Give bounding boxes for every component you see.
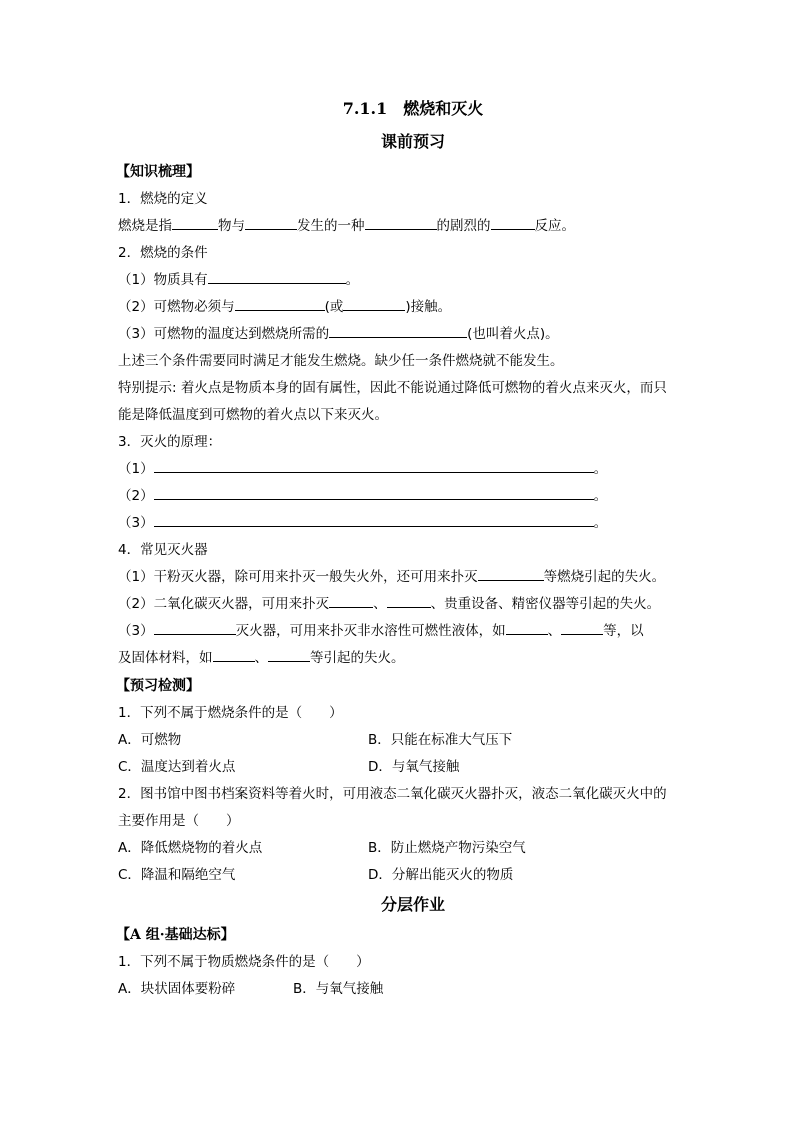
- q3-option-a[interactable]: A．块状固体要粉碎: [118, 981, 236, 997]
- text: (或: [324, 299, 344, 315]
- text: 、: [547, 623, 562, 639]
- text: （2）可燃物必须与: [118, 299, 235, 315]
- k4-extinguisher-3: [118, 618, 678, 645]
- blank[interactable]: [329, 322, 467, 338]
- k4-extinguisher-1: [118, 564, 678, 591]
- k4-heading: 4．常见灭火器: [118, 542, 208, 558]
- text: 。: [593, 461, 608, 477]
- q3-options-row1: [118, 976, 678, 1003]
- blank[interactable]: [235, 295, 325, 311]
- section-knowledge: 【知识梳理】: [116, 164, 200, 180]
- q1-stem: 1．下列不属于燃烧条件的是（ ）: [118, 705, 343, 721]
- blank[interactable]: [506, 619, 548, 635]
- text: (也叫着火点)。: [467, 326, 559, 342]
- page-title: 7.1.1 燃烧和灭火: [342, 99, 484, 118]
- k2-condition-3: [118, 321, 678, 348]
- blank[interactable]: [245, 214, 297, 230]
- section-group-a: 【A 组·基础达标】: [116, 927, 235, 943]
- text: （3）: [118, 515, 154, 531]
- q2-stem: 2．图书馆中图书档案资料等着火时，可用液态二氧化碳灭火器扑灭，液态二氧化碳灭火中的主要作用是（ ）: [118, 786, 667, 829]
- section-title-preview: 课前预习: [380, 132, 445, 151]
- blank[interactable]: [491, 214, 535, 230]
- text: 反应。: [534, 218, 575, 234]
- text: （2）二氧化碳灭火器，可用来扑灭: [118, 596, 330, 612]
- blank[interactable]: [329, 592, 373, 608]
- q3-stem: 1．下列不属于物质燃烧条件的是（ ）: [118, 954, 370, 970]
- k1-definition: [118, 213, 678, 240]
- blank[interactable]: [387, 592, 431, 608]
- text: 。: [593, 488, 608, 504]
- q1-options-row2: [118, 754, 678, 781]
- blank[interactable]: [154, 619, 236, 635]
- text: （1）干粉灭火器，除可用来扑灭一般失火外，还可用来扑灭: [118, 569, 478, 585]
- text: 灭火器，可用来扑灭非水溶性可燃性液体，如: [235, 623, 506, 639]
- section-title-homework: 分层作业: [380, 895, 445, 914]
- k2-condition-1: [118, 267, 678, 294]
- blank[interactable]: [172, 214, 218, 230]
- k2-condition-2: [118, 294, 678, 321]
- worksheet-page: [118, 92, 678, 1003]
- k3-heading: 3．灭火的原理：: [118, 434, 222, 450]
- k3-principle-2: [118, 483, 678, 510]
- q3-option-b[interactable]: B．与氧气接触: [293, 981, 384, 997]
- blank[interactable]: [154, 457, 594, 473]
- text: （3）可燃物的温度达到燃烧所需的: [118, 326, 330, 342]
- text: 等引起的失火。: [310, 650, 405, 666]
- q2-options-row1: [118, 835, 678, 862]
- section-preview-check: 【预习检测】: [116, 678, 200, 694]
- blank[interactable]: [268, 646, 310, 662]
- q2-option-c[interactable]: C．降温和隔绝空气: [118, 867, 236, 883]
- q2-option-b[interactable]: B．防止燃烧产物污染空气: [368, 840, 526, 856]
- text: 、: [254, 650, 268, 666]
- blank[interactable]: [365, 214, 437, 230]
- text: 及固体材料，如: [118, 650, 213, 666]
- q1-option-a[interactable]: A．可燃物: [118, 732, 182, 748]
- blank[interactable]: [561, 619, 603, 635]
- text: 等，以: [603, 623, 644, 639]
- text: （3）: [118, 623, 154, 639]
- k4-extinguisher-3-cont: [118, 645, 678, 672]
- q1-option-c[interactable]: C．温度达到着火点: [118, 759, 236, 775]
- blank[interactable]: [208, 268, 346, 284]
- q1-option-b[interactable]: B．只能在标准大气压下: [368, 732, 513, 748]
- k2-heading: 2．燃烧的条件: [118, 245, 208, 261]
- text: （2）: [118, 488, 154, 504]
- text: 发生的一种: [297, 218, 365, 234]
- text: 。: [593, 515, 608, 531]
- q1-options-row1: [118, 727, 678, 754]
- blank[interactable]: [213, 646, 255, 662]
- q1-option-d[interactable]: D．与氧气接触: [368, 759, 460, 775]
- q2-options-row2: [118, 862, 678, 889]
- k1-heading: 1．燃烧的定义: [118, 191, 208, 207]
- k4-extinguisher-2: [118, 591, 678, 618]
- text: 物与: [218, 218, 245, 234]
- k3-principle-3: [118, 510, 678, 537]
- text: 。: [345, 272, 360, 288]
- text: )接触。: [405, 299, 452, 315]
- blank[interactable]: [478, 565, 544, 581]
- text: 、: [373, 596, 387, 612]
- text: 、贵重设备、精密仪器等引起的失火。: [430, 596, 661, 612]
- text: （1）物质具有: [118, 272, 208, 288]
- blank[interactable]: [154, 484, 594, 500]
- q2-option-d[interactable]: D．分解出能灭火的物质: [368, 867, 514, 883]
- q2-option-a[interactable]: A．降低燃烧物的着火点: [118, 840, 263, 856]
- blank[interactable]: [154, 511, 594, 527]
- text: 等燃烧引起的失火。: [543, 569, 666, 585]
- k2-tip: 特别提示: 着火点是物质本身的固有属性，因此不能说通过降低可燃物的着火点来灭火，而只能是降低温度到可燃物的着火点以下来灭火。: [118, 380, 667, 423]
- blank[interactable]: [343, 295, 405, 311]
- text: （1）: [118, 461, 154, 477]
- k3-principle-1: [118, 456, 678, 483]
- text: 燃烧是指: [118, 218, 172, 234]
- text: 的剧烈的: [436, 218, 491, 234]
- k2-note: 上述三个条件需要同时满足才能发生燃烧。缺少任一条件燃烧就不能发生。: [118, 353, 564, 369]
